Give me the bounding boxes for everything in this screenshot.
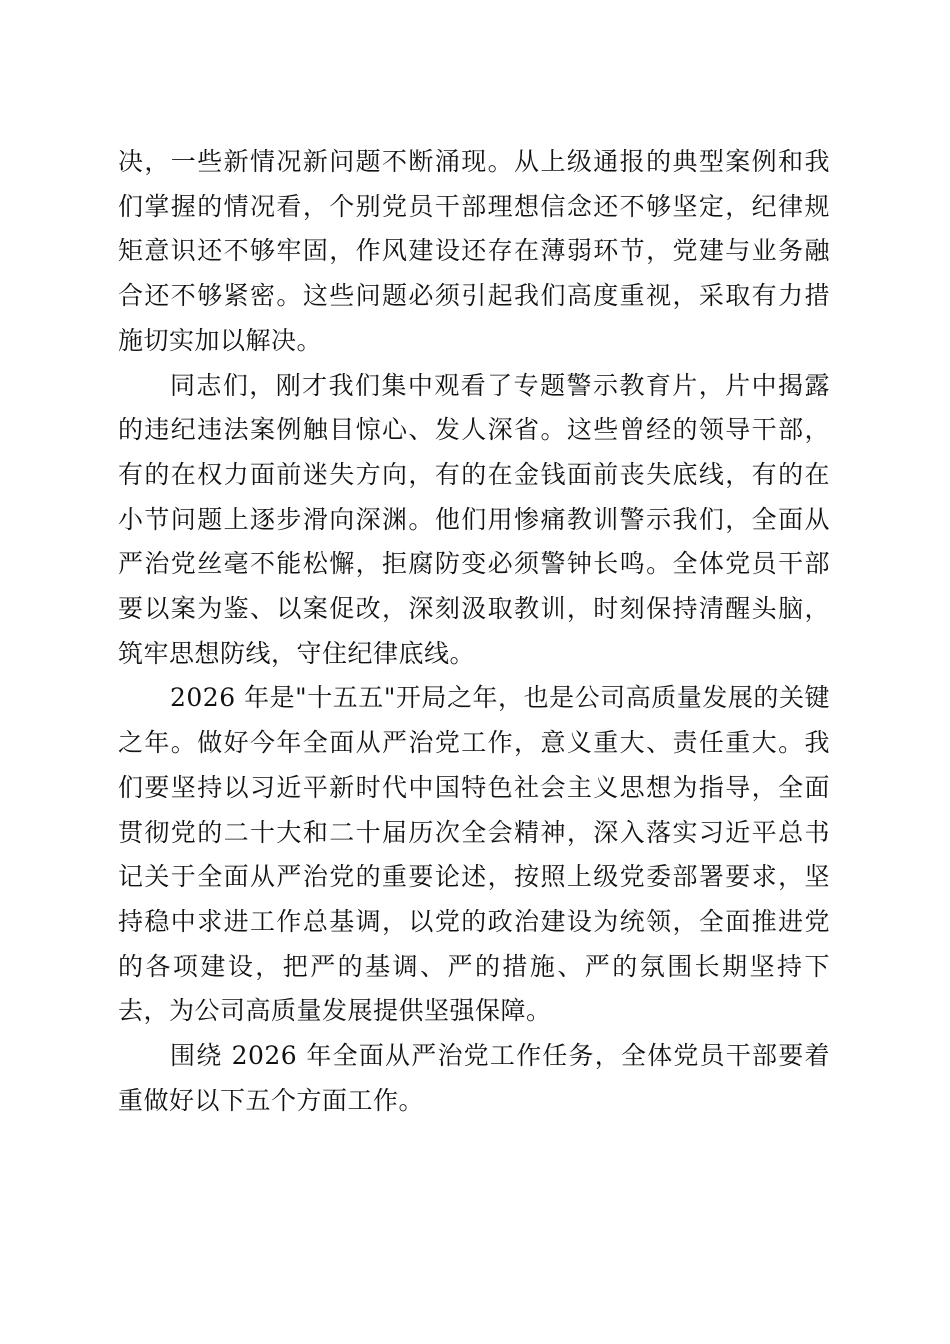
paragraph-continued: 决，一些新情况新问题不断涌现。从上级通报的典型案例和我们掌握的情况看，个别党员干部理想信念还不够坚定，纪律规矩意识还不够牢固，作风建设还存在薄弱环节，党建与业务融合还不够紧密。这些问题必须引起我们高度重视，采取有力措施切实加以解决。 xyxy=(118,147,830,355)
paragraph-five-tasks-intro: 围绕 2026 年全面从严治党工作任务，全体党员干部要着重做好以下五个方面工作。 xyxy=(118,1041,830,1115)
paragraph-2026-outlook: 2026 年是"十五五"开局之年，也是公司高质量发展的关键之年。做好今年全面从严治党工作，意义重大、责任重大。我们要坚持以习近平新时代中国特色社会主义思想为指导，全面贯彻党的二十大和二十届历次全会精神，深入落实习近平总书记关于全面从严治党的重要论述，按照上级党委部署要求，坚持稳中求进工作总基调，以党的政治建设为统领，全面推进党的各项建设，把严的基调、严的措施、严的氛围长期坚持下去，为公司高质量发展提供坚强保障。 xyxy=(118,683,830,1026)
document-body xyxy=(118,140,830,1123)
paragraph-warning-education: 同志们，刚才我们集中观看了专题警示教育片，片中揭露的违纪违法案例触目惊心、发人深省。这些曾经的领导干部，有的在权力面前迷失方向，有的在金钱面前丧失底线，有的在小节问题上逐步滑向深渊。他们用惨痛教训警示我们，全面从严治党丝毫不能松懈，拒腐防变必须警钟长鸣。全体党员干部要以案为鉴、以案促改，深刻汲取教训，时刻保持清醒头脑，筑牢思想防线，守住纪律底线。 xyxy=(118,370,830,668)
